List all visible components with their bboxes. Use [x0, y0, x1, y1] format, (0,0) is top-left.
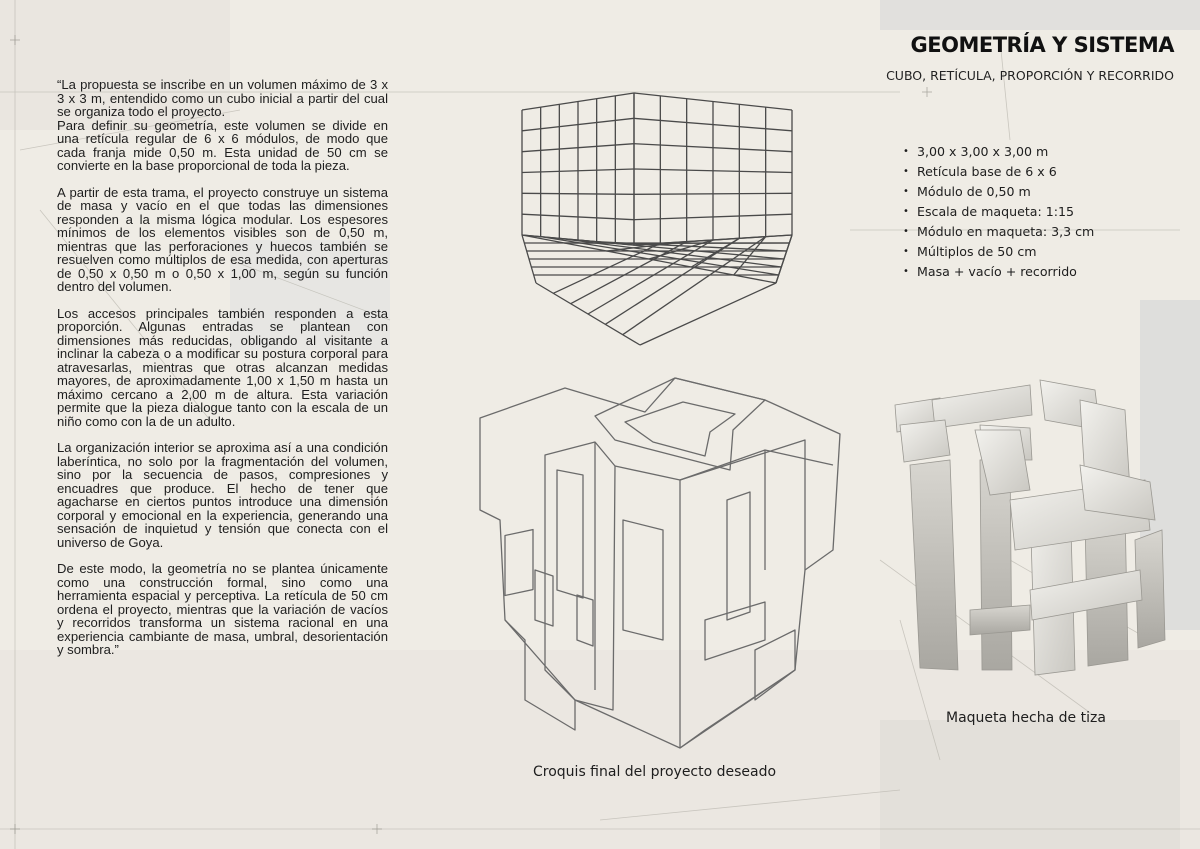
page-subtitle: CUBO, RETÍCULA, PROPORCIÓN Y RECORRIDO — [886, 68, 1174, 83]
paragraph-4: La organización interior se aproxima así a una condición laberíntica, no solo por la fragmentación del volumen, sino por la secuencia de pasos, compresiones y encuadres que produce. El hecho de tener que agacharse en ciertos puntos introduce una dimensión corporal y emocional en la experiencia, generando una sensación de inquietud y tensión que conecta con el universo de Goya. — [57, 440, 388, 550]
grid-line — [634, 193, 792, 194]
spec-item: • Múltiplos de 50 cm — [903, 242, 1094, 262]
page-title: GEOMETRÍA Y SISTEMA — [910, 33, 1174, 57]
model-caption: Maqueta hecha de tiza — [946, 710, 1106, 726]
body-text-column — [57, 78, 388, 670]
grid-cube-drawing — [500, 85, 820, 355]
bullet-icon: • — [903, 166, 909, 177]
grid-line — [522, 193, 634, 194]
paragraph-2: A partir de esta trama, el proyecto construye un sistema de masa y vacío en el que todas las dimensiones responden a la misma lógica modular. Los espesores mínimos de los elementos visibles son de 0,50 m, mientras que las perforaciones y huecos también se resuelven como múltiplos de esa medida, con aperturas de 0,50 x 0,50 m o 0,50 x 1,00 m, según su función dentro del volumen. — [57, 184, 388, 294]
bullet-icon: • — [903, 206, 909, 217]
spec-item: • Módulo en maqueta: 3,3 cm — [903, 222, 1094, 242]
bullet-icon: • — [903, 146, 909, 157]
paragraph-3: Los accesos principales también responden a esta proporción. Algunas entradas se plantean con dimensiones más reducidas, obligando al visitante a inclinar la cabeza o a modificar su postura corporal para atravesarlas, mientras que otras alcanzan medidas mayores, de aproximadamente 1,00 x 1,50 m hasta un máximo cercano a 2,00 m de altura. Esta variación permite que la pieza dialogue tanto con la escala de un niño como con la de un adulto. — [57, 305, 388, 429]
paragraph-5: De este modo, la geometría no se plantea únicamente como una construcción formal, sino como una herramienta espacial y perceptiva. La retícula de 50 cm ordena el proyecto, mientras que la variación de vacíos y recorridos transforma un sistema racional en una experiencia cambiante de masa, umbral, desorientación y sombra.” — [57, 561, 388, 657]
sketch-caption: Croquis final del proyecto deseado — [533, 764, 777, 780]
spec-item: • Retícula base de 6 x 6 — [903, 162, 1094, 182]
bullet-icon: • — [903, 226, 909, 237]
bullet-icon: • — [903, 186, 909, 197]
grid-line — [640, 283, 776, 345]
spec-item: • Escala de maqueta: 1:15 — [903, 202, 1094, 222]
paragraph-1: “La propuesta se inscribe en un volumen máximo de 3 x 3 x 3 m, entendido como un cubo inicial a partir del cual se organiza todo el proyecto. Para definir su geometría, este volumen se divide en una retícula regular de 6 x 6 módulos, de modo que cada franja mide 0,50 m. Esta unidad de 50 cm se convierte en la base proporcional de toda la pieza. — [57, 77, 388, 173]
bullet-icon: • — [903, 266, 909, 277]
chalk-model-image — [880, 370, 1180, 690]
final-sketch-drawing — [465, 370, 845, 760]
spec-item: • Masa + vacío + recorrido — [903, 262, 1094, 282]
spec-list — [903, 142, 1094, 282]
bullet-icon: • — [903, 246, 909, 257]
spec-item: • Módulo de 0,50 m — [903, 182, 1094, 202]
spec-item: • 3,00 x 3,00 x 3,00 m — [903, 142, 1094, 162]
